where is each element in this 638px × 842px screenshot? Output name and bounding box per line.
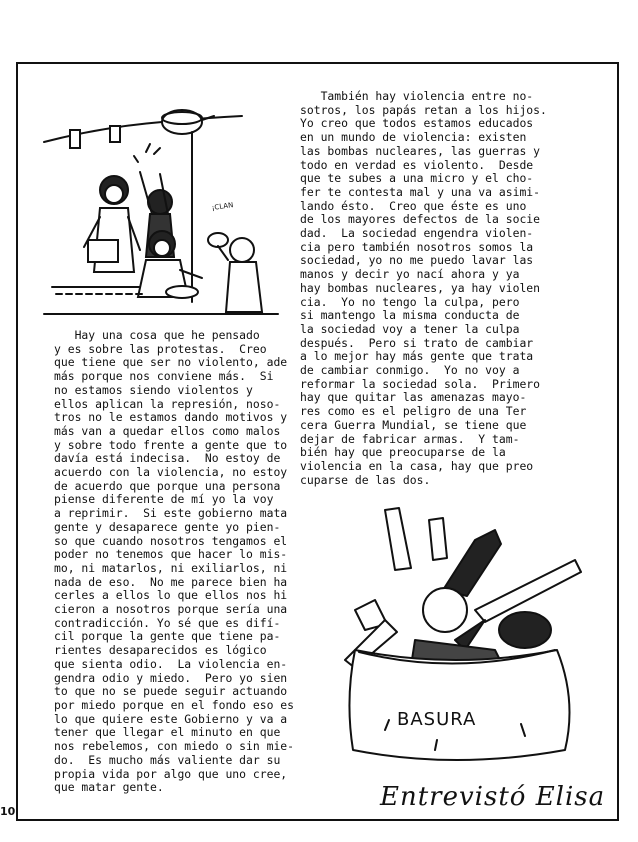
right-text-line: manos y decir yo nací ahora y ya: [300, 267, 520, 282]
left-text-line: cerles a ellos lo que ellos nos hi: [54, 588, 288, 603]
right-text-line: cia. Yo no tengo la culpa, pero: [300, 294, 520, 309]
left-text-line: tros no le estamos dando motivos y: [54, 410, 288, 425]
protest-illustration: [42, 82, 280, 322]
right-text-line: dejar de fabricar armas. Y tam-: [300, 431, 520, 446]
left-text-line: davía está indecisa. No estoy de: [54, 451, 281, 466]
right-text-line: en un mundo de violencia: existen: [300, 130, 527, 145]
right-text-line: violencia en la casa, hay que preo: [300, 458, 534, 473]
left-text-line: gendra odio y miedo. Pero yo sien: [54, 670, 288, 685]
left-text-line: Hay una cosa que he pensado: [54, 328, 260, 342]
left-text-line: de acuerdo que porque una persona: [54, 478, 281, 493]
left-text-line: rientes desaparecidos es lógico: [54, 643, 267, 658]
right-text-line: cera Guerra Mundial, se tiene que: [300, 417, 527, 432]
left-text-line: piense diferente de mí yo la voy: [54, 492, 274, 507]
left-text-line: ellos aplican la represión, noso-: [54, 396, 281, 411]
interviewer-signature: Entrevistó Elisa: [380, 782, 606, 812]
right-text-line: después. Pero si trato de cambiar: [300, 335, 534, 350]
right-text-line: hay que quitar las amenazas mayo-: [300, 390, 527, 405]
left-text-line: to que no se puede seguir actuando: [54, 684, 288, 699]
right-text-line: a lo mejor hay más gente que trata: [300, 349, 534, 364]
left-text-line: gente y desaparece gente yo pien-: [54, 519, 281, 534]
right-text-line: cia pero también nosotros somos la: [300, 239, 534, 254]
left-text-line: no estamos siendo violentos y: [54, 382, 253, 397]
left-text-line: que matar gente.: [54, 780, 164, 795]
right-text-line: También hay violencia entre no-: [300, 89, 534, 103]
left-text-line: cil porque la gente que tiene pa-: [54, 629, 281, 644]
left-text-line: más van a quedar ellos como malos: [54, 423, 281, 438]
basura-label: BASURA: [397, 709, 477, 730]
right-text-line: lando ésto. Creo que éste es uno: [300, 198, 527, 213]
right-text-line: Yo creo que todos estamos educados: [300, 116, 534, 131]
right-text-line: todo en verdad es violento. Desde: [300, 157, 534, 172]
clang-text: ¡CLAN: [211, 201, 234, 212]
left-text-line: tener que llegar el minuto en que: [54, 725, 281, 740]
left-text-line: cieron a nosotros porque sería una: [54, 602, 288, 617]
left-text-line: y es sobre las protestas. Creo: [54, 341, 267, 356]
right-text-line: que te subes a una micro y el cho-: [300, 171, 534, 186]
left-text-line: y sobre todo frente a gente que to: [54, 437, 288, 452]
right-text-line: dad. La sociedad engendra violen-: [300, 226, 534, 241]
right-text-line: sociedad, yo no me puedo lavar las: [300, 253, 534, 268]
right-text-line: la sociedad voy a tener la culpa: [300, 321, 520, 336]
right-text-line: de los mayores defectos de la socie: [300, 212, 541, 227]
left-text-line: so que cuando nosotros tengamos el: [54, 533, 288, 548]
left-text-line: que tiene que ser no violento, ade: [54, 355, 288, 370]
right-text-line: bién hay que preocuparse de la: [300, 445, 506, 460]
left-text-line: nada de eso. No me parece bien ha: [54, 574, 288, 589]
left-text-line: propia vida por algo que uno cree,: [54, 766, 288, 781]
left-text-line: más porque nos conviene más. Si: [54, 369, 274, 384]
left-text-line: que sienta odio. La violencia en-: [54, 656, 288, 671]
left-text-line: contradicción. Yo sé que es difí-: [54, 615, 281, 630]
article-left-column: [54, 329, 304, 795]
right-text-line: las bombas nucleares, las guerras y: [300, 143, 541, 158]
left-text-line: a reprimir. Si este gobierno mata: [54, 506, 288, 521]
basura-illustration: [325, 500, 595, 775]
right-text-line: de cambiar conmigo. Yo no voy a: [300, 363, 520, 378]
right-text-line: res como es el peligro de una Ter: [300, 404, 527, 419]
right-text-line: sotros, los papás retan a los hijos.: [300, 102, 547, 117]
page-number: 10: [0, 805, 16, 818]
right-text-line: si mantengo la misma conducta de: [300, 308, 520, 323]
right-text-line: cuparse de las dos.: [300, 472, 431, 487]
left-text-line: poder no tenemos que hacer lo mis-: [54, 547, 288, 562]
right-text-line: reformar la sociedad sola. Primero: [300, 376, 541, 391]
left-text-line: mo, ni matarlos, ni exiliarlos, ni: [54, 560, 288, 575]
left-text-line: lo que quiere este Gobierno y va a: [54, 711, 288, 726]
left-text-line: por miedo porque en el fondo eso es: [54, 697, 295, 712]
article-right-column: [300, 90, 598, 487]
right-text-line: hay bombas nucleares, ya hay violen: [300, 280, 541, 295]
right-text-line: fer te contesta mal y una va asimi-: [300, 184, 541, 199]
left-text-line: do. Es mucho más valiente dar su: [54, 752, 281, 767]
left-text-line: acuerdo con la violencia, no estoy: [54, 465, 288, 480]
left-text-line: nos rebelemos, con miedo o sin mie-: [54, 739, 295, 754]
